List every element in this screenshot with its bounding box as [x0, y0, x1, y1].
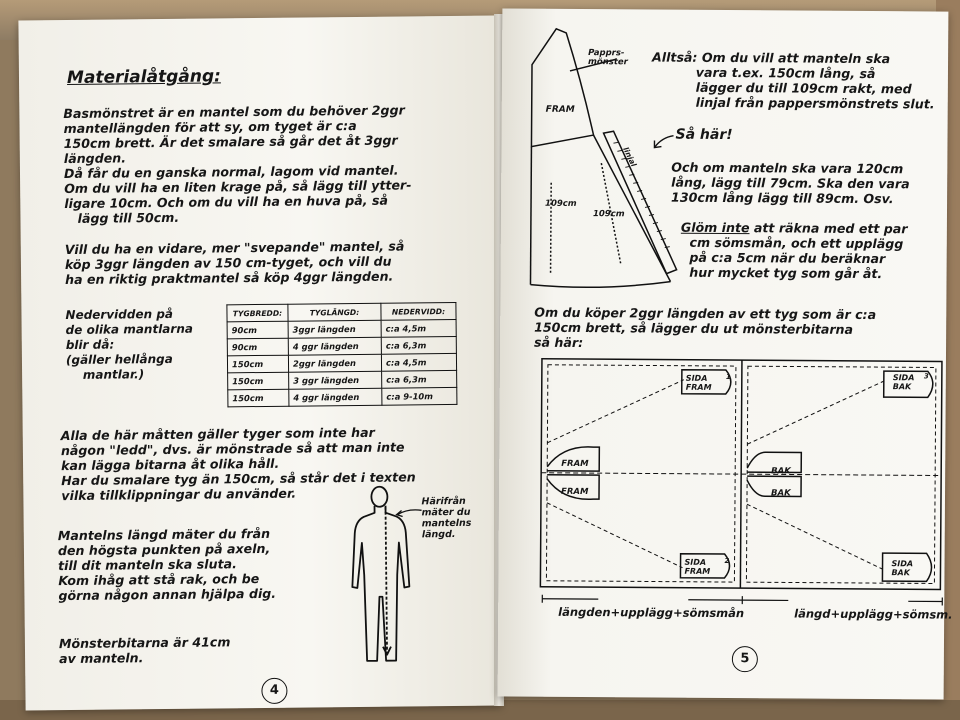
cell-width: 150cm — [228, 389, 289, 407]
cell-hem: c:a 6,3m — [381, 336, 456, 354]
cell-length: 4 ggr längden — [288, 337, 381, 355]
cell-width: 90cm — [227, 321, 288, 339]
reminder-paragraph — [681, 220, 908, 282]
sida-bak-top-label: SIDA BAK — [892, 373, 915, 392]
measure-paragraph: Mantelns längd mäter du från den högsta punkten på axeln, till dit manteln ska sluta. Kom ihåg att stå rak, och be görna någon annan hjälpa dig. — [57, 525, 277, 604]
pointer-arrow-icon — [651, 129, 675, 151]
cell-hem: c:a 4,5m — [381, 353, 456, 371]
page-number-left: 4 — [261, 678, 287, 704]
figure-note-arrow — [394, 506, 424, 518]
cell-hem: c:a 9-10m — [382, 387, 457, 405]
sida-fram-top-label: SIDA FRAM — [685, 373, 712, 392]
header-length: TYGLÄNGD: — [288, 303, 381, 321]
sida-bak-bottom-label: SIDA BAK — [891, 559, 914, 578]
pattern-piece-label: Papprs- mönster — [588, 48, 628, 68]
right-page — [498, 8, 953, 699]
piece-number-2: 2 — [724, 557, 730, 566]
table-caption: Nedervidden på de olika mantlarna blir då: (gäller hellånga mantlar.) — [65, 306, 194, 383]
cutting-layout-diagram — [532, 355, 950, 596]
piece-number-1: 1 — [725, 373, 731, 382]
cell-length: 2ggr längden — [288, 354, 381, 372]
fram-upper-label: FRAM — [561, 458, 589, 470]
cell-hem: c:a 6,3m — [382, 370, 457, 388]
caption-left: längden+upplägg+sömsmån — [558, 604, 745, 621]
cell-length: 4 ggr längden — [289, 388, 382, 406]
layout-intro-paragraph: Om du köper 2ggr längden av ett tyg som är c:a 150cm brett, så lägger du ut mönsterbitarna så här: — [534, 304, 877, 351]
pattern-fram-label: FRAM — [545, 104, 575, 115]
table-row — [228, 387, 457, 406]
bak-upper-label: BAK — [771, 466, 791, 477]
cell-width: 150cm — [228, 372, 289, 390]
header-hem: NEDERVIDD: — [381, 302, 456, 320]
cell-hem: c:a 4,5m — [381, 319, 456, 337]
fabric-table — [226, 302, 457, 407]
other-lengths-paragraph: Och om manteln ska vara 120cm lång, lägg till 79cm. Ska den vara 130cm lång lägg till 89cm. Osv. — [671, 159, 910, 207]
reminder-text: att räkna med ett par cm sömsmån, och ett upplägg på c:a 5cm när du beräknar hur mycket tyg som går åt. — [680, 220, 908, 282]
wide-mantle-paragraph: Vill du ha en vidare, mer "svepande" mantel, så köp 3ggr längden av 150 cm-tyget, och vill du ha en riktig praktmantel så köp 4ggr längden. — [64, 238, 405, 288]
cell-width: 90cm — [227, 338, 288, 356]
intro-paragraph: Alltså: Om du vill att manteln ska vara t.ex. 150cm lång, så lägger du till 109cm rakt, med linjal från pappersmönstrets slut. — [651, 49, 935, 112]
glom-inte-label: Glöm inte — [680, 219, 750, 236]
ruler-label: linjal — [621, 145, 639, 169]
nap-paragraph: Alla de här måtten gäller tyger som inte har någon "ledd", dvs. är mönstrade så att man inte kan lägga bitarna åt olika håll. Har du smalare tyg än 150cm, så står det i texten vilka tillklippningar du använder. — [60, 424, 416, 504]
cell-length: 3 ggr längden — [289, 371, 382, 389]
bak-lower-label: BAK — [770, 488, 791, 499]
sida-fram-bottom-label: SIDA FRAM — [684, 557, 711, 576]
cell-length: 3ggr längden — [288, 320, 381, 338]
material-paragraph: Basmönstret är en mantel som du behöver 2ggr mantellängden för att sy, om tyget är c:a 150cm brett. Är det smalare så går det åt 3ggr längden. Då får du en ganska normal, lagom vid mantel. Om du vill ha en liten krage på, så lägg till ytter- ligare 10cm. Och om du vill ha en huva på, så lägg till 50cm. — [63, 102, 412, 227]
pieces-paragraph: Mönsterbitarna är 41cm av manteln. — [58, 634, 231, 667]
header-width: TYGBREDD: — [227, 304, 288, 322]
piece-number-3: 3 — [923, 372, 929, 381]
caption-right: längd+upplägg+sömsm. — [794, 606, 953, 622]
measure-right-label: 109cm — [592, 209, 625, 220]
fram-lower-label: FRAM — [560, 486, 589, 498]
page-title: Materialåtgång: — [66, 66, 221, 89]
page-number-right: 5 — [732, 646, 758, 672]
left-page — [18, 16, 501, 711]
sa-har-label: Så här! — [675, 126, 733, 144]
measure-left-label: 109cm — [545, 198, 577, 209]
cell-width: 150cm — [227, 355, 288, 373]
figure-note: Härifrån mäter du mantelns längd. — [421, 495, 472, 541]
